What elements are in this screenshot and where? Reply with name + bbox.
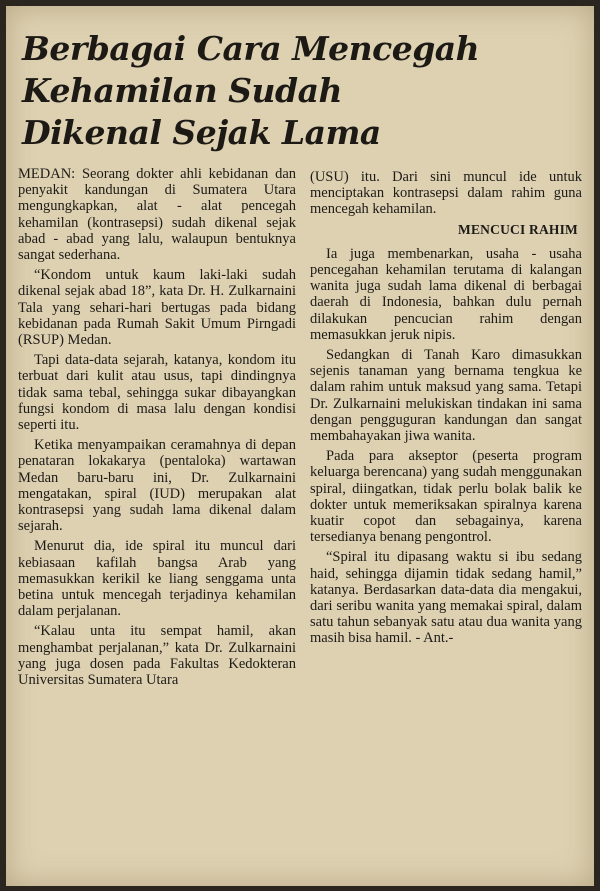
paragraph: Menurut dia, ide spiral itu muncul dari kebiasaan kafilah bangsa Arab yang memasukkan kerikil ke liang senggama unta betina untuk mencegah terjadinya kehamilan dalam perjalanan. — [18, 538, 296, 620]
headline-line: Berbagai Cara Mencegah — [22, 29, 480, 68]
paragraph: “Kalau unta itu sempat hamil, akan menghambat perjalanan,” kata Dr. Zulkarnaini yang juga dosen pada Fakultas Kedokteran Universitas Sumatera Utara — [18, 623, 296, 689]
paragraph: (USU) itu. Dari sini muncul ide untuk menciptakan kontrasepsi dalam rahim guna mencegah kehamilan. — [310, 169, 582, 218]
left-column — [18, 166, 296, 878]
paragraph: Ketika menyampaikan ceramahnya di depan penataran lokakarya (pentaloka) wartawan Medan baru-baru ini, Dr. Zulkarnaini mengatakan, spiral (IUD) merupakan alat kontrasepsi yang sudah lama dikenal dalam sejarah. — [18, 437, 296, 535]
paragraph: Sedangkan di Tanah Karo dimasukkan sejenis tanaman yang bernama tengkua ke dalam rahim untuk maksud yang sama. Tetapi Dr. Zulkarnaini melukiskan tindakan ini sama dengan pengguguran kandungan dan sangat membahayakan jiwa wanita. — [310, 347, 582, 445]
headline-line: Kehamilan Sudah — [22, 71, 342, 110]
paragraph: Tapi data-data sejarah, katanya, kondom itu terbuat dari kulit atau usus, tapi dindingnya tidak sama tebal, sehingga sukar dibayangkan fungsi kondom di masa lalu dengan kondisi seperti itu. — [18, 352, 296, 434]
article-headline — [22, 28, 582, 154]
right-column — [310, 169, 582, 878]
headline-line: Dikenal Sejak Lama — [22, 113, 381, 152]
paragraph: “Spiral itu dipasang waktu si ibu sedang haid, sehingga dijamin tidak sedang hamil,” katanya. Berdasarkan data-data dia mengakui, dari seribu wanita yang memakai spiral, dalam satu tahun sebanyak satu atau dua wanita yang masih bisa hamil. - Ant.- — [310, 549, 582, 647]
newspaper-clipping — [6, 6, 594, 886]
paragraph: Pada para akseptor (peserta program keluarga berencana) yang sudah menggunakan spiral, diingatkan, tidak perlu bolak balik ke dokter untuk memeriksakan spiralnya karena kuatir copot dan sebagainya, karena tersedianya benang pengontrol. — [310, 448, 582, 546]
paragraph: Ia juga membenarkan, usaha - usaha pencegahan kehamilan terutama di kalangan wanita juga sudah lama dikenal di berbagai daerah di Indonesia, bahkan dulu pernah dilakukan pencucian rahim dengan memasukkan jeruk nipis. — [310, 245, 582, 343]
paragraph: MEDAN: Seorang dokter ahli kebidanan dan penyakit kandungan di Sumatera Utara mengungkapkan, alat - alat pencegah kehamilan (kontrasepsi) sudah dikenal sejak abad - abad yang lalu, walaupun bentuknya sangat sederhana. — [18, 166, 296, 264]
subheading: MENCUCI RAHIM — [458, 221, 578, 237]
paragraph: “Kondom untuk kaum laki-laki sudah dikenal sejak abad 18”, kata Dr. H. Zulkarnaini Tala yang sehari-hari bertugas pada bidang kebidanan pada Rumah Sakit Umum Pirngadi (RSUP) Medan. — [18, 267, 296, 349]
